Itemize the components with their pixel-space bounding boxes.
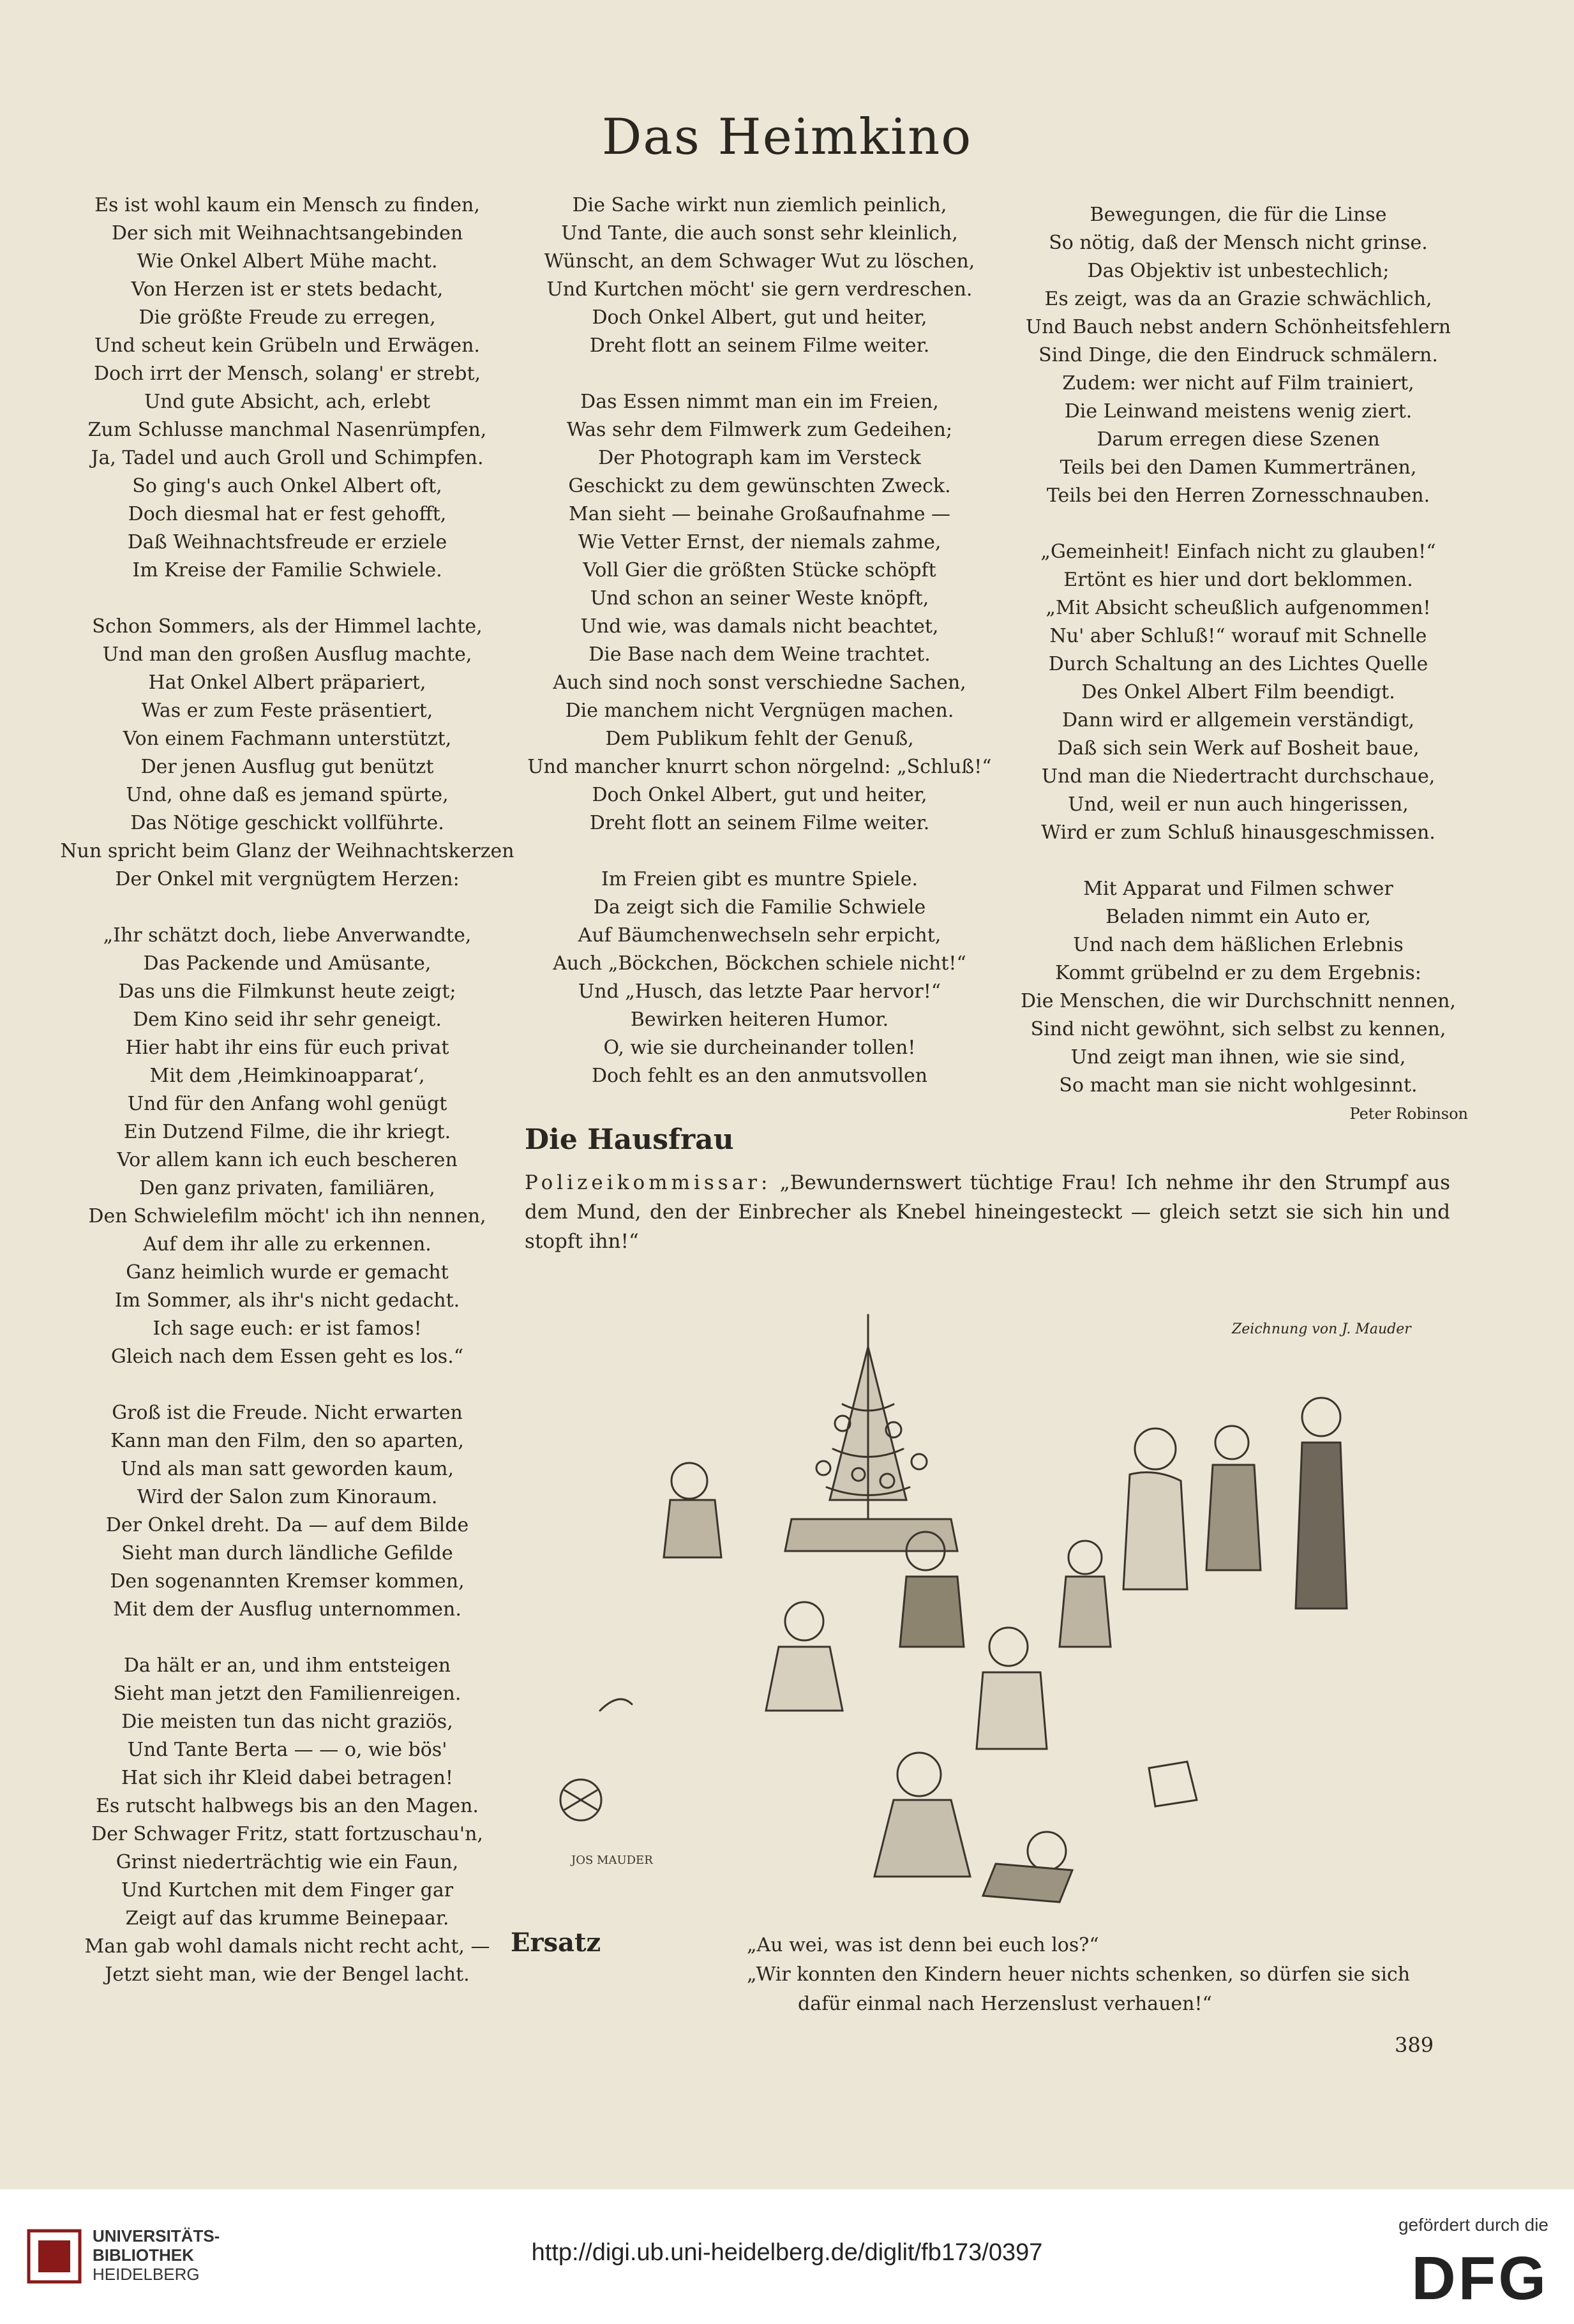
verse-line: Hier habt ihr eins für euch privat (125, 1037, 449, 1059)
verse-line: So macht man sie nicht wohlgesinnt. (1059, 1074, 1418, 1097)
hausfrau-text (525, 1168, 1450, 1256)
verse-line: Auf Bäumchenwechseln sehr erpicht, (578, 924, 941, 947)
page-number: 389 (1395, 2033, 1434, 2057)
verse-line: Die Sache wirkt nun ziemlich peinlich, (572, 194, 947, 216)
verse-line: Doch fehlt es an den anmutsvollen (591, 1065, 928, 1087)
verse-line: Dem Publikum fehlt der Genuß, (605, 728, 914, 750)
verse-line: Und Kurtchen mit dem Finger gar (121, 1879, 454, 1901)
verse-line: Grinst niederträchtig wie ein Faun, (116, 1851, 459, 1873)
verse-line: Doch Onkel Albert, gut und heiter, (592, 306, 927, 329)
verse-line: Gleich nach dem Essen geht es los.“ (110, 1346, 464, 1368)
verse-line: Hat sich ihr Kleid dabei betragen! (121, 1767, 453, 1789)
verse-line: So nötig, daß der Mensch nicht grinse. (1049, 232, 1428, 254)
verse-line: Der Schwager Fritz, statt fortzuschau'n, (91, 1823, 483, 1845)
verse-line: Ertönt es hier und dort beklommen. (1063, 569, 1413, 591)
verse-line: Im Kreise der Familie Schwiele. (132, 559, 442, 581)
verse-line: Die meisten tun das nicht graziös, (121, 1711, 453, 1733)
verse-line: Es rutscht halbwegs bis an den Magen. (96, 1795, 479, 1817)
illustration-credit: Zeichnung von J. Mauder (1232, 1321, 1411, 1337)
verse-line: Und, ohne daß es jemand spürte, (126, 784, 449, 806)
verse-line: Wie Onkel Albert Mühe macht. (137, 250, 438, 273)
verse-line: Bewirken heiteren Humor. (630, 1008, 889, 1031)
verse-line: Der Onkel mit vergnügtem Herzen: (115, 868, 460, 890)
verse-line: Und zeigt man ihnen, wie sie sind, (1070, 1046, 1406, 1068)
verse-line: Und, weil er nun auch hingerissen, (1068, 793, 1409, 816)
stanza (45, 191, 530, 585)
verse-line: Auch sind noch sonst verschiedne Sachen, (553, 671, 966, 694)
verse-line: Nun spricht beim Glanz der Weihnachtskerzen (60, 840, 514, 862)
verse-line: Kommt grübelnd er zu dem Ergebnis: (1055, 962, 1421, 984)
verse-line: Dann wird er allgemein verständigt, (1061, 709, 1415, 731)
ersatz-line: „Au wei, was ist denn bei euch los?“ (747, 1934, 1099, 1956)
verse-line: Nu' aber Schluß!“ worauf mit Schnelle (1049, 625, 1427, 647)
verse-line: Des Onkel Albert Film beendigt. (1081, 681, 1395, 703)
funding-caption: gefördert durch die (1398, 2215, 1548, 2235)
hausfrau-quote: „Bewundernswert tüchtige Frau! Ich nehme ihr den Strumpf aus dem Mund, den der Einbrecher als Knebel hineingesteckt — gleich setzt sie sich hin und stopft ihn!“ (525, 1171, 1450, 1253)
stanza (45, 1652, 530, 1989)
author-signature: Peter Robinson (1349, 1105, 1468, 1123)
verse-line: Wird er zum Schluß hinausgeschmissen. (1041, 821, 1435, 844)
verse-line: Man sieht — beinahe Großaufnahme — (568, 503, 950, 525)
verse-line: Da zeigt sich die Familie Schwiele (593, 896, 926, 918)
verse-line: Und wie, was damals nicht beachtet, (580, 615, 939, 638)
verse-line: Beladen nimmt ein Auto er, (1106, 906, 1371, 928)
verse-line: Kann man den Film, den so aparten, (110, 1430, 464, 1452)
poem-column-3 (996, 201, 1481, 1156)
hausfrau-speaker: Polizeikommissar: (525, 1171, 772, 1194)
verse-line: Was sehr dem Filmwerk zum Gedeihen; (566, 419, 953, 441)
verse-line: Den ganz privaten, familiären, (139, 1177, 435, 1199)
verse-line: Sieht man durch ländliche Gefilde (121, 1542, 453, 1564)
verse-line: Teils bei den Herren Zornesschnauben. (1046, 484, 1430, 507)
verse-line: Der sich mit Weihnachtsangebinden (111, 222, 463, 244)
stanza (45, 1399, 530, 1624)
verse-line: Durch Schaltung an des Lichtes Quelle (1048, 653, 1428, 675)
library-line-3: HEIDELBERG (93, 2265, 200, 2284)
verse-line: Der Photograph kam im Versteck (598, 447, 921, 469)
verse-line: Die manchem nicht Vergnügen machen. (565, 700, 954, 722)
verse-line: Von einem Fachmann unterstützt, (123, 728, 452, 750)
library-line-2: BIBLIOTHEK (93, 2245, 194, 2265)
verse-line: Und Tante, die auch sonst sehr kleinlich, (561, 222, 958, 244)
verse-line: Der jenen Ausflug gut benützt (140, 756, 434, 778)
verse-line: Da hält er an, und ihm entsteigen (123, 1654, 451, 1677)
poem-column-1 (45, 191, 530, 2017)
verse-line: Und als man satt geworden kaum, (120, 1458, 454, 1480)
hausfrau-heading: Die Hausfrau (525, 1123, 734, 1156)
stanza (517, 866, 1002, 1090)
verse-line: Wünscht, an dem Schwager Wut zu löschen, (544, 250, 975, 273)
stanza (517, 191, 1002, 360)
verse-line: Das Essen nimmt man ein im Freien, (580, 391, 939, 413)
verse-line: Mit dem ‚Heimkinoapparat‘, (149, 1065, 425, 1087)
verse-line: Und Kurtchen möcht' sie gern verdreschen. (546, 278, 973, 301)
stanza (517, 388, 1002, 837)
verse-line: Ganz heimlich wurde er gemacht (126, 1261, 449, 1284)
verse-line: Den Schwielefilm möcht' ich ihn nennen, (88, 1205, 486, 1227)
verse-line: Die Base nach dem Weine trachtet. (588, 643, 931, 666)
verse-line: Und man die Niedertracht durchschaue, (1041, 765, 1435, 788)
verse-line: Dreht flott an seinem Filme weiter. (589, 334, 930, 357)
verse-line: Auch „Böckchen, Böckchen schiele nicht!“ (553, 952, 966, 975)
ersatz-caption (747, 1931, 1449, 2019)
verse-line: Zudem: wer nicht auf Film trainiert, (1062, 372, 1414, 394)
verse-line: Voll Gier die größten Stücke schöpft (583, 559, 936, 581)
verse-line: Und man den großen Ausflug machte, (102, 643, 472, 666)
verse-line: So ging's auch Onkel Albert oft, (132, 475, 442, 497)
verse-line: Und „Husch, das letzte Paar hervor!“ (578, 980, 941, 1003)
verse-line: Im Freien gibt es muntre Spiele. (601, 868, 918, 890)
verse-line: Sind nicht gewöhnt, sich selbst zu kennen, (1030, 1018, 1446, 1040)
verse-line: Es ist wohl kaum ein Mensch zu finden, (94, 194, 480, 216)
verse-line: Und schon an seiner Weste knöpft, (590, 587, 929, 610)
stanza (996, 538, 1481, 847)
verse-line: Das uns die Filmkunst heute zeigt; (118, 980, 456, 1003)
verse-line: Im Sommer, als ihr's nicht gedacht. (114, 1289, 460, 1312)
verse-line: O, wie sie durcheinander tollen! (603, 1037, 916, 1059)
verse-line: „Ihr schätzt doch, liebe Anverwandte, (103, 924, 472, 947)
ersatz-line: „Wir konnten den Kindern heuer nichts schenken, so dürfen sie sich (747, 1963, 1411, 1986)
verse-line: Doch irrt der Mensch, solang' er strebt, (93, 363, 481, 385)
verse-line: Darum erregen diese Szenen (1097, 428, 1380, 451)
permalink-url[interactable]: http://digi.ub.uni-heidelberg.de/diglit/fb173/0397 (531, 2239, 1043, 2266)
verse-line: Man gab wohl damals nicht recht acht, — (84, 1935, 490, 1958)
verse-line: Vor allem kann ich euch bescheren (117, 1149, 458, 1171)
verse-line: Von Herzen ist er stets bedacht, (131, 278, 444, 301)
verse-line: Zeigt auf das krumme Beinepaar. (125, 1907, 449, 1930)
ersatz-heading: Ersatz (511, 1928, 601, 1958)
verse-line: „Gemeinheit! Einfach nicht zu glauben!“ (1040, 541, 1436, 563)
verse-line: Daß Weihnachtsfreude er erziele (127, 531, 447, 553)
stanza (996, 875, 1481, 1128)
verse-line: Das Packende und Amüsante, (143, 952, 431, 975)
verse-line: Ja, Tadel und auch Groll und Schimpfen. (91, 447, 484, 469)
verse-line: Und nach dem häßlichen Erlebnis (1073, 934, 1404, 956)
verse-line: Doch Onkel Albert, gut und heiter, (592, 784, 927, 806)
verse-line: Und Bauch nebst andern Schönheitsfehlern (1025, 316, 1451, 338)
verse-line: Dem Kino seid ihr sehr geneigt. (133, 1008, 442, 1031)
verse-line: Sind Dinge, die den Eindruck schmälern. (1038, 344, 1438, 366)
verse-line: Die größte Freude zu erregen, (139, 306, 436, 329)
verse-line: Den sogenannten Kremser kommen, (110, 1570, 465, 1593)
verse-line: Bewegungen, die für die Linse (1090, 204, 1387, 226)
stanza (45, 613, 530, 894)
verse-line: Und Tante Berta — — o, wie bös' (127, 1739, 447, 1761)
viewer-footer (0, 2189, 1574, 2324)
verse-line: Was er zum Feste präsentiert, (141, 700, 433, 722)
poem-column-2 (517, 191, 1002, 1118)
verse-line: Groß ist die Freude. Nicht erwarten (112, 1402, 463, 1424)
verse-line: Hat Onkel Albert präpariert, (148, 671, 426, 694)
verse-line: Zum Schlusse manchmal Nasenrümpfen, (87, 419, 487, 441)
stanza (996, 201, 1481, 510)
verse-line: Geschickt zu dem gewünschten Zweck. (568, 475, 951, 497)
library-line-1: UNIVERSITÄTS- (93, 2226, 220, 2245)
verse-line: Es zeigt, was da an Grazie schwächlich, (1044, 288, 1432, 310)
verse-line: Und scheut kein Grübeln und Erwägen. (94, 334, 480, 357)
verse-line: Auf dem ihr alle zu erkennen. (143, 1233, 431, 1256)
verse-line: Wird der Salon zum Kinoraum. (137, 1486, 438, 1508)
verse-line: Ich sage euch: er ist famos! (153, 1317, 422, 1340)
verse-line: Doch diesmal hat er fest gehofft, (128, 503, 447, 525)
verse-line: Schon Sommers, als der Himmel lachte, (92, 615, 483, 638)
verse-line: Daß sich sein Werk auf Bosheit baue, (1057, 737, 1420, 760)
verse-line: Der Onkel dreht. Da — auf dem Bilde (105, 1514, 469, 1536)
verse-line: Das Objektiv ist unbestechlich; (1087, 260, 1390, 282)
verse-line: Die Leinwand meistens wenig ziert. (1064, 400, 1413, 423)
dfg-logo: DFG (1411, 2244, 1548, 2313)
page-title: Das Heimkino (601, 109, 973, 166)
verse-line: Mit Apparat und Filmen schwer (1083, 878, 1393, 900)
verse-line: Teils bei den Damen Kummertränen, (1060, 456, 1417, 479)
verse-line: Dreht flott an seinem Filme weiter. (589, 812, 930, 834)
verse-line: Jetzt sieht man, wie der Bengel lacht. (105, 1963, 470, 1986)
verse-line: „Mit Absicht scheußlich aufgenommen! (1046, 597, 1431, 619)
verse-line: Und mancher knurrt schon nörgelnd: „Schluß!“ (527, 756, 992, 778)
verse-line: Das Nötige geschickt vollführte. (130, 812, 444, 834)
verse-line: Sieht man jetzt den Familienreigen. (113, 1683, 461, 1705)
verse-line: Und für den Anfang wohl genügt (127, 1093, 447, 1115)
verse-line: Und gute Absicht, ach, erlebt (144, 391, 431, 413)
christmas-brawl-illustration (511, 1289, 1455, 1934)
verse-line: Ein Dutzend Filme, die ihr kriegt. (123, 1121, 451, 1143)
verse-line: Mit dem der Ausflug unternommen. (113, 1598, 461, 1621)
verse-line: Die Menschen, die wir Durchschnitt nennen, (1021, 990, 1456, 1012)
stanza (45, 922, 530, 1371)
ersatz-line: dafür einmal nach Herzenslust verhauen!“ (798, 1993, 1212, 2015)
verse-line: Wie Vetter Ernst, der niemals zahme, (578, 531, 941, 553)
artist-signature: JOS MAUDER (571, 1854, 653, 1867)
